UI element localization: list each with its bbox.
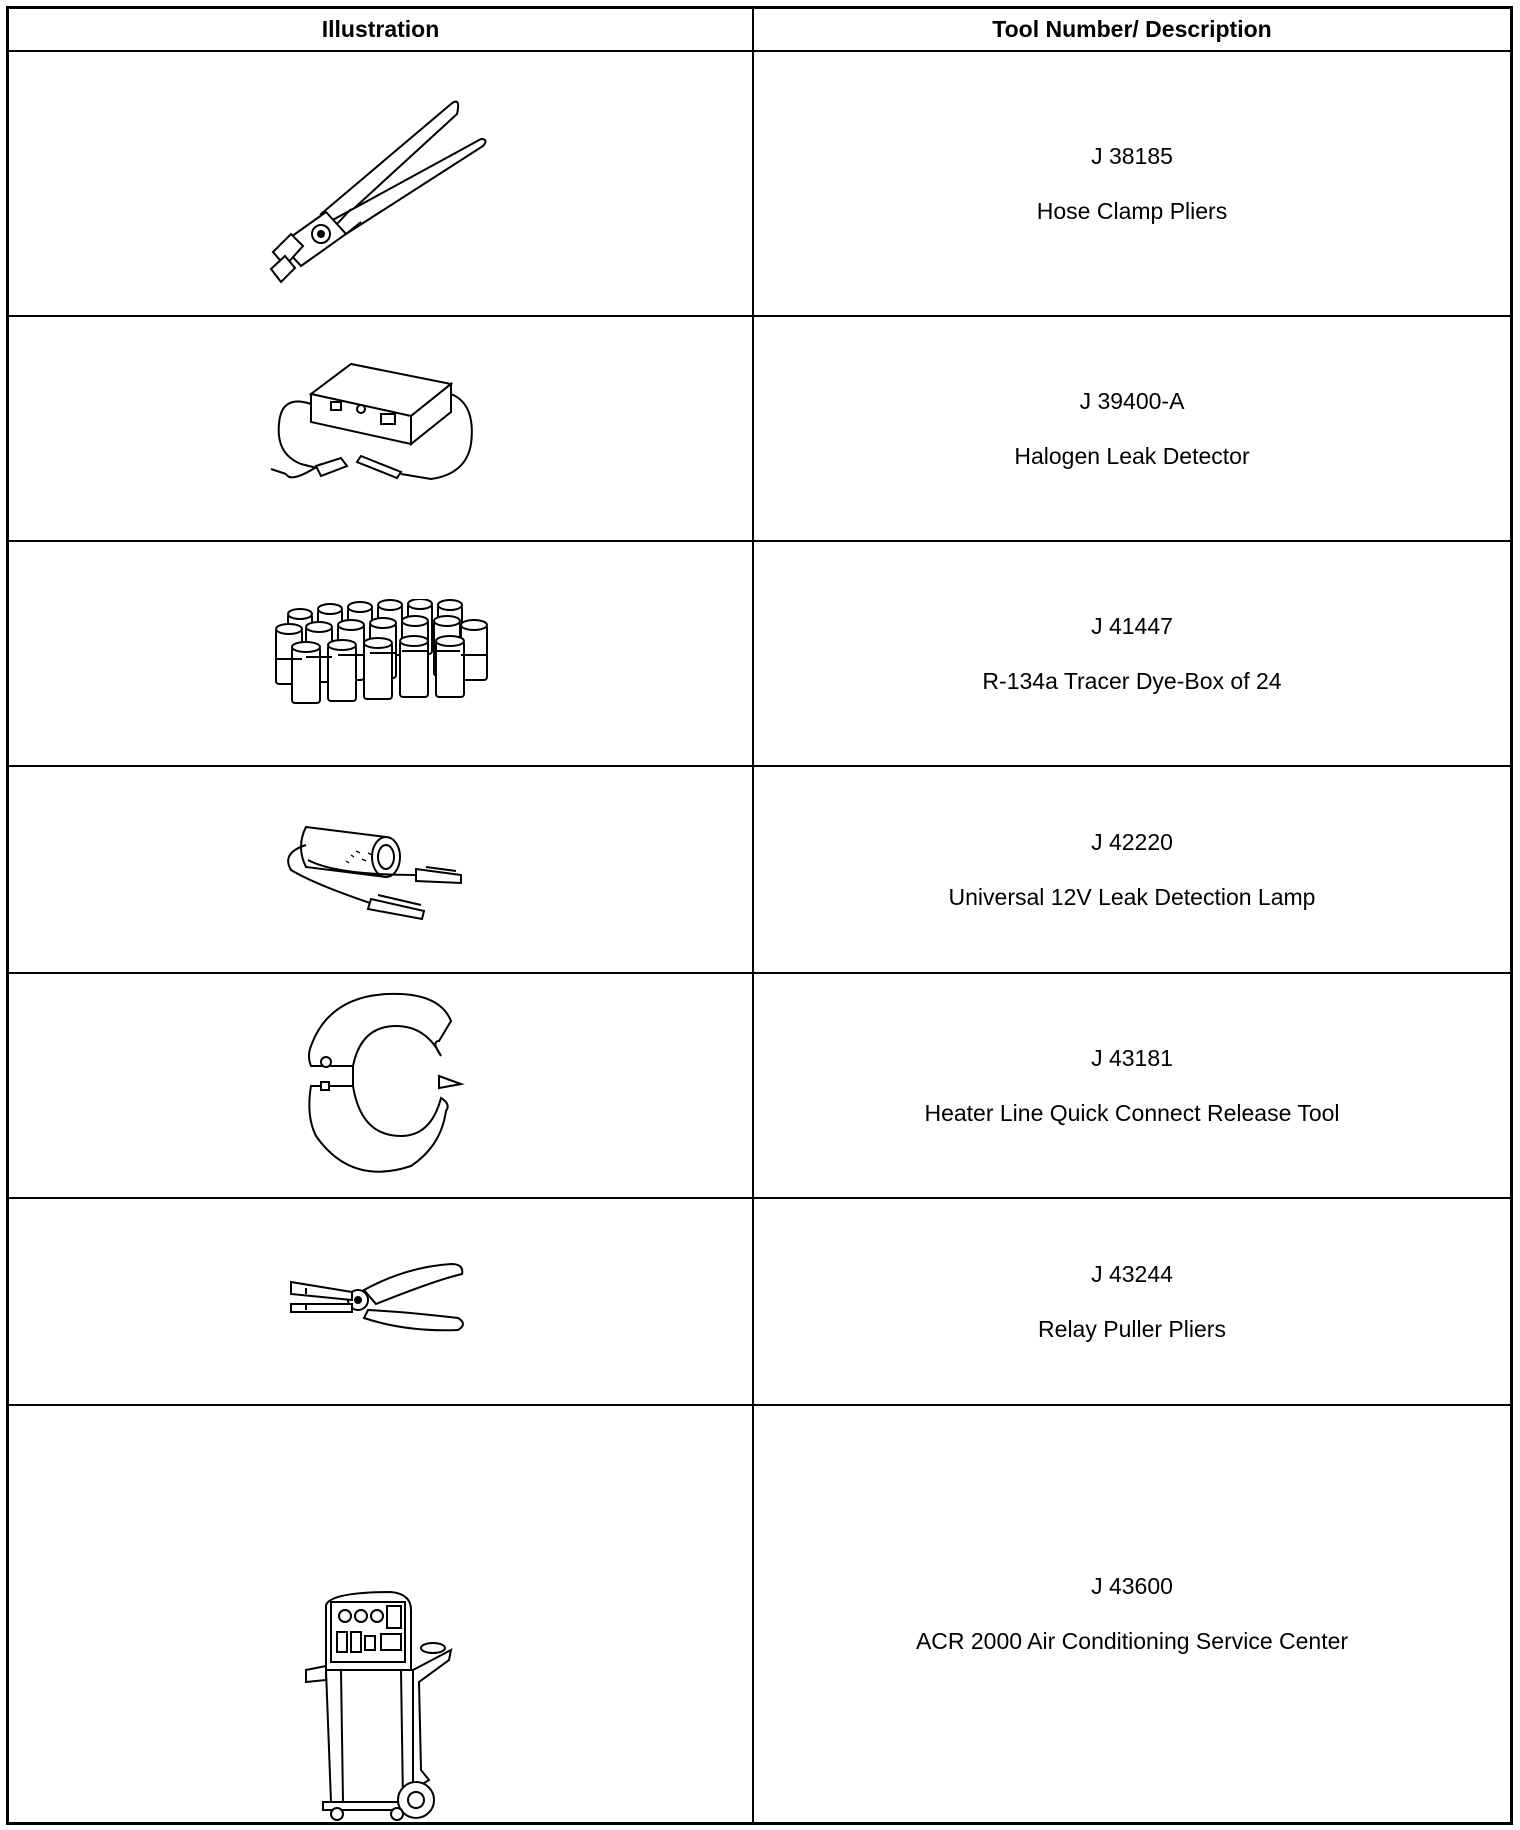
tool-number: J 41447 (1091, 612, 1173, 639)
description-cell (754, 1199, 1510, 1404)
description-cell (754, 542, 1510, 765)
tracer-dye-box-icon (266, 599, 496, 709)
table-row (9, 1406, 1510, 1822)
tool-description: Hose Clamp Pliers (1036, 197, 1228, 224)
illustration-cell (9, 974, 754, 1197)
description-cell (754, 974, 1510, 1197)
quick-connect-release-tool-icon (291, 986, 471, 1186)
tool-description: Halogen Leak Detector (1014, 442, 1250, 469)
illustration-cell (9, 767, 754, 972)
illustration-cell (9, 317, 754, 540)
tool-number: J 39400-A (1079, 387, 1185, 414)
tool-number: J 43600 (1091, 1573, 1173, 1599)
ac-service-center-icon (301, 1590, 461, 1822)
hose-clamp-pliers-icon (251, 84, 511, 284)
description-cell (754, 767, 1510, 972)
tools-table (6, 6, 1513, 1825)
illustration-cell (9, 542, 754, 765)
description-column-header: Tool Number/ Description (992, 16, 1272, 42)
table-row (9, 1199, 1510, 1406)
illustration-column-header: Illustration (9, 9, 754, 50)
table-row (9, 52, 1510, 317)
description-cell (754, 1406, 1510, 1822)
halogen-leak-detector-icon (261, 354, 501, 504)
relay-puller-pliers-icon (286, 1252, 476, 1352)
table-row (9, 317, 1510, 542)
illustration-cell (9, 1199, 754, 1404)
leak-detection-lamp-icon (276, 815, 486, 925)
tool-number: J 43181 (1091, 1044, 1173, 1071)
tool-description: Relay Puller Pliers (1038, 1315, 1226, 1342)
tool-description: R-134a Tracer Dye-Box of 24 (982, 667, 1282, 694)
tool-description: ACR 2000 Air Conditioning Service Center (915, 1628, 1349, 1654)
tool-description: Universal 12V Leak Detection Lamp (948, 883, 1316, 910)
tool-number: J 43244 (1091, 1260, 1173, 1287)
table-header (9, 9, 1510, 52)
tool-description: Heater Line Quick Connect Release Tool (924, 1099, 1340, 1126)
illustration-cell (9, 52, 754, 315)
table-row (9, 974, 1510, 1199)
illustration-cell (9, 1406, 754, 1822)
table-row (9, 767, 1510, 974)
tool-number: J 38185 (1091, 142, 1173, 169)
table-row (9, 542, 1510, 767)
description-cell (754, 52, 1510, 315)
description-cell (754, 317, 1510, 540)
tool-number: J 42220 (1091, 828, 1173, 855)
